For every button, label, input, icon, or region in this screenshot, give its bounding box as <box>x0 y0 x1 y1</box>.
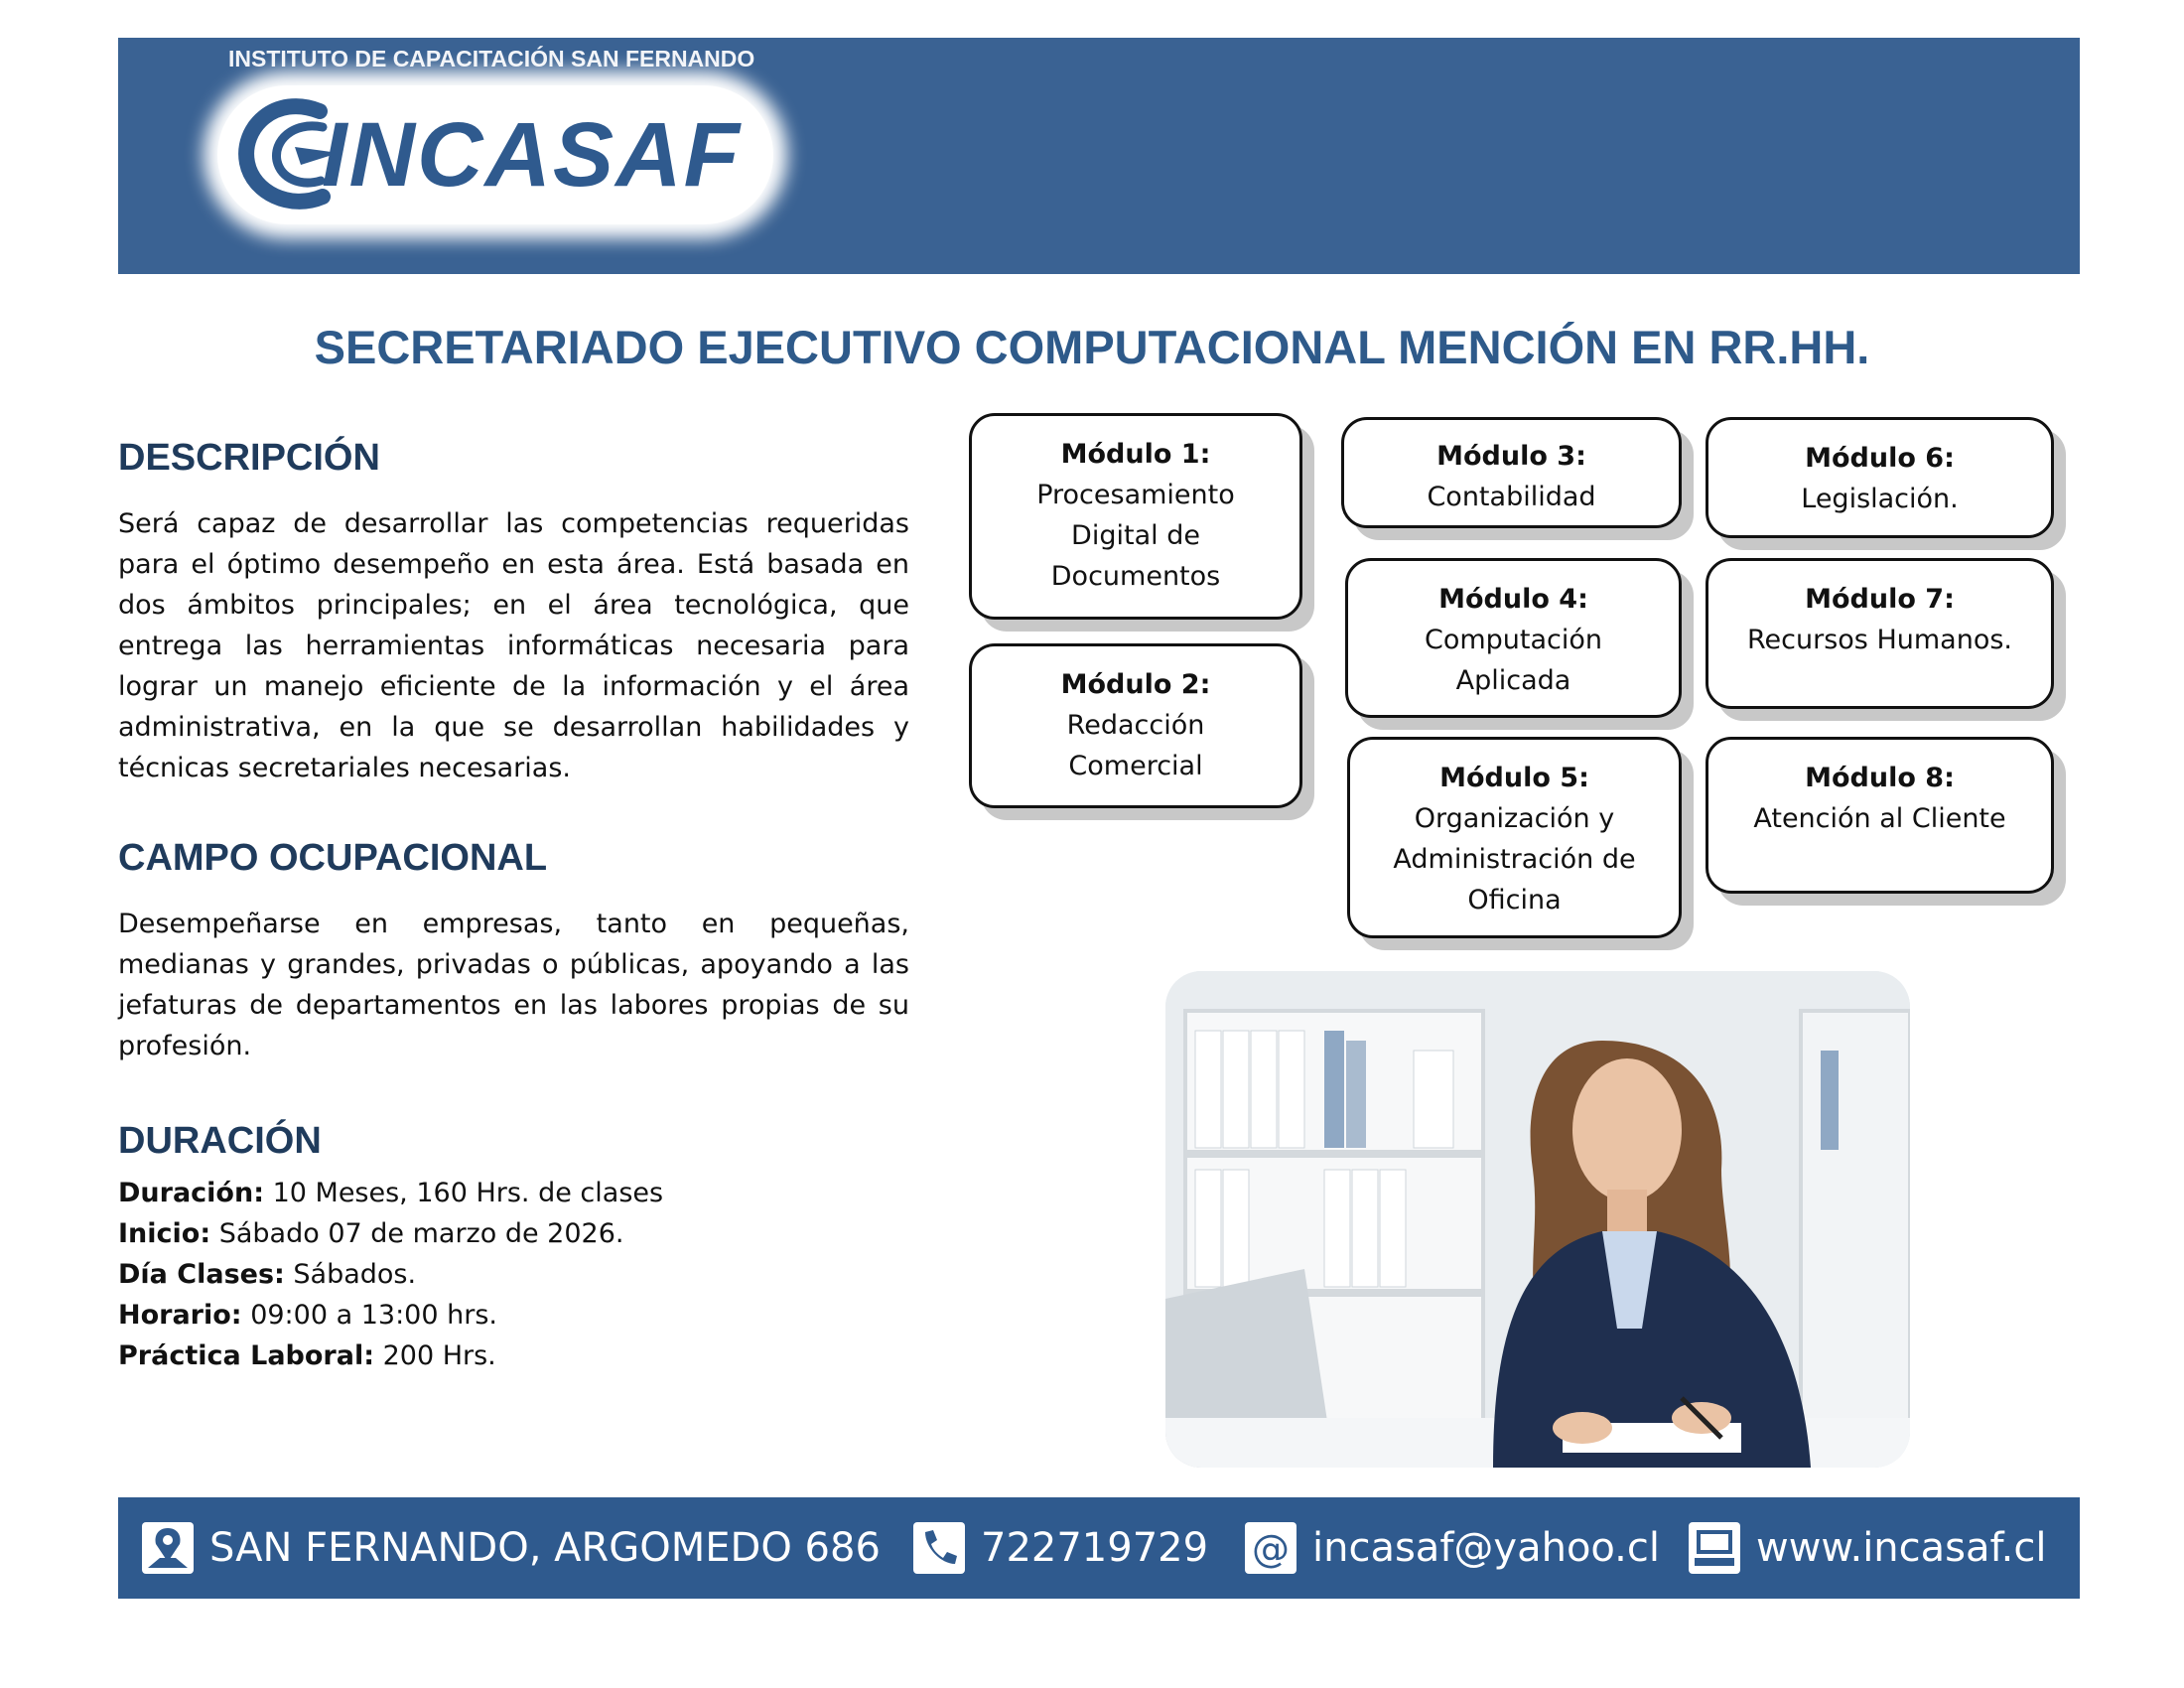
module-3-title: Módulo 3: <box>1436 441 1586 472</box>
module-8-title: Módulo 8: <box>1805 763 1955 793</box>
duracion-value: 10 Meses, 160 Hrs. de clases <box>264 1178 664 1208</box>
module-1-title: Módulo 1: <box>1060 439 1211 470</box>
module-4-desc: Computación Aplicada <box>1424 625 1603 696</box>
address-text: SAN FERNANDO, ARGOMEDO 686 <box>209 1525 881 1571</box>
inicio-value: Sábado 07 de marzo de 2026. <box>210 1218 624 1249</box>
module-2-desc: Redacción Comercial <box>1066 710 1205 781</box>
horario-value: 09:00 a 13:00 hrs. <box>241 1300 497 1331</box>
module-5-title: Módulo 5: <box>1439 763 1589 793</box>
descripcion-heading: DESCRIPCIÓN <box>118 437 380 479</box>
module-4-title: Módulo 4: <box>1438 584 1588 615</box>
module-8-box <box>1706 737 2054 894</box>
campo-section <box>118 837 909 1066</box>
duracion-list <box>118 1173 909 1376</box>
dia-clases-value: Sábados. <box>284 1259 417 1290</box>
practica-label: Práctica Laboral: <box>118 1340 375 1371</box>
module-3-box <box>1341 417 1682 528</box>
footer-bar <box>118 1497 2080 1599</box>
horario-item <box>118 1295 909 1336</box>
footer-address <box>140 1497 881 1599</box>
dia-clases-label: Día Clases: <box>118 1259 285 1290</box>
web-text[interactable]: www.incasaf.cl <box>1756 1525 2047 1571</box>
module-7-title: Módulo 7: <box>1805 584 1955 615</box>
office-woman-photo <box>1165 971 1910 1468</box>
duracion-item <box>118 1173 909 1213</box>
practica-value: 200 Hrs. <box>374 1340 496 1371</box>
module-8-desc: Atención al Cliente <box>1753 803 2006 834</box>
inicio-label: Inicio: <box>118 1218 211 1249</box>
page-title: SECRETARIADO EJECUTIVO COMPUTACIONAL MENCIÓN EN RR.HH. <box>314 321 1870 373</box>
module-7-box <box>1706 558 2054 709</box>
module-5-box <box>1347 737 1682 938</box>
module-7-desc: Recursos Humanos. <box>1747 625 2012 655</box>
logo-wordmark: INCASAF <box>322 104 742 206</box>
duracion-label: Duración: <box>118 1178 264 1208</box>
computer-icon <box>1687 1518 1742 1578</box>
campo-heading: CAMPO OCUPACIONAL <box>118 837 548 879</box>
module-4-box <box>1345 558 1682 718</box>
descripcion-text: Será capaz de desarrollar las competencias requeridas para el óptimo desempeño en esta área. Está basada en dos ámbitos principales; en el área tecnológica, que entrega las herramientas informáticas necesaria para lograr un manejo eficiente de la información y el área administrativa, en la que se desarrollan habilidades y técnicas secretariales necesarias. <box>118 508 909 783</box>
module-2-box <box>969 643 1302 808</box>
module-3-desc: Contabilidad <box>1427 482 1596 512</box>
module-6-desc: Legislación. <box>1801 484 1959 514</box>
institute-name: INSTITUTO DE CAPACITACIÓN SAN FERNANDO <box>228 46 755 71</box>
inicio-item <box>118 1213 909 1254</box>
horario-label: Horario: <box>118 1300 242 1331</box>
location-pin-icon <box>140 1518 196 1578</box>
module-1-box <box>969 413 1302 620</box>
duracion-heading: DURACIÓN <box>118 1120 322 1162</box>
footer-email[interactable] <box>1243 1497 1660 1599</box>
duracion-section <box>118 1120 909 1376</box>
campo-text: Desempeñarse en empresas, tanto en pequeñas, medianas y grandes, privadas o públicas, apoyando a las jefaturas de departamentos en las labores propias de su profesión. <box>118 909 909 1061</box>
practica-item <box>118 1336 909 1376</box>
module-6-title: Módulo 6: <box>1805 443 1955 474</box>
footer-web[interactable] <box>1687 1497 2047 1599</box>
module-1-desc: Procesamiento Digital de Documentos <box>1036 480 1235 592</box>
phone-text: 722719729 <box>981 1525 1209 1571</box>
email-at-icon <box>1243 1518 1298 1578</box>
module-5-desc: Organización y Administración de Oficina <box>1393 803 1636 915</box>
svg-text:@: @ <box>1252 1527 1290 1571</box>
module-2-title: Módulo 2: <box>1060 669 1211 700</box>
footer-phone <box>911 1497 1208 1599</box>
email-text[interactable]: incasaf@yahoo.cl <box>1312 1525 1660 1571</box>
header-banner <box>118 38 2080 274</box>
dia-clases-item <box>118 1254 909 1295</box>
phone-icon <box>911 1518 967 1578</box>
descripcion-section <box>118 437 909 788</box>
module-6-box <box>1706 417 2054 538</box>
